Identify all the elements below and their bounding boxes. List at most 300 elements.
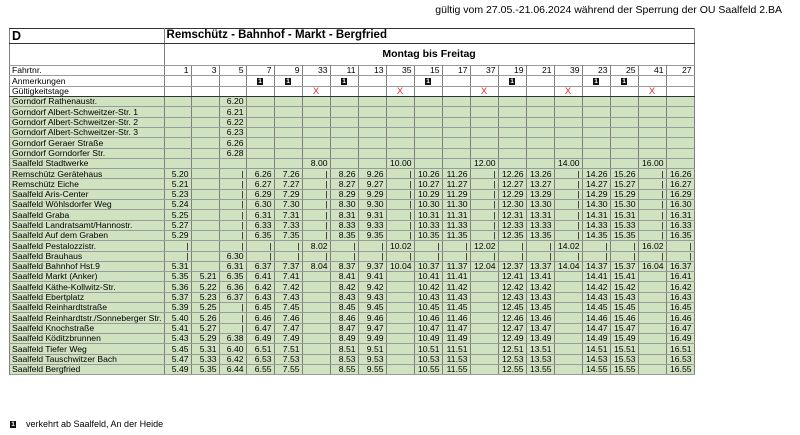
departure-time bbox=[191, 200, 219, 210]
departure-time bbox=[526, 148, 554, 158]
valid-day-cell bbox=[414, 86, 442, 97]
departure-time bbox=[470, 354, 498, 364]
departure-time bbox=[386, 127, 414, 137]
departure-time: 10.37 bbox=[414, 261, 442, 271]
departure-time bbox=[554, 344, 582, 354]
departure-time: 10.42 bbox=[414, 282, 442, 292]
departure-time: 16.53 bbox=[666, 354, 694, 364]
departure-time: 5.27 bbox=[164, 220, 191, 230]
departure-time bbox=[274, 127, 302, 137]
valid-day-cell bbox=[442, 86, 470, 97]
departure-time: 15.31 bbox=[610, 210, 638, 220]
stop-row bbox=[10, 241, 695, 251]
row-label: Remschütz Eiche bbox=[10, 179, 165, 189]
departure-time bbox=[191, 251, 219, 261]
valid-day-cell bbox=[666, 86, 694, 97]
departure-time bbox=[164, 117, 191, 127]
departure-time: | bbox=[638, 189, 666, 199]
departure-time bbox=[164, 97, 191, 107]
departure-time: | bbox=[526, 241, 554, 251]
departure-time: | bbox=[302, 189, 330, 199]
departure-time: | bbox=[470, 189, 498, 199]
valid-day-cell bbox=[638, 86, 666, 97]
departure-time: | bbox=[442, 251, 470, 261]
departure-time: | bbox=[582, 241, 610, 251]
departure-time: 16.46 bbox=[666, 313, 694, 323]
departure-time bbox=[246, 117, 274, 127]
departure-time: 15.30 bbox=[610, 200, 638, 210]
departure-time: 14.29 bbox=[582, 189, 610, 199]
departure-time bbox=[302, 323, 330, 333]
departure-time bbox=[554, 107, 582, 117]
row-label: Saalfeld Graba bbox=[10, 210, 165, 220]
departure-time bbox=[386, 148, 414, 158]
departure-time: | bbox=[554, 220, 582, 230]
departure-time bbox=[191, 169, 219, 179]
remark-marker: 1 bbox=[510, 78, 514, 86]
departure-time bbox=[358, 138, 386, 148]
day-row-spacer bbox=[10, 44, 165, 66]
departure-time bbox=[386, 303, 414, 313]
departure-time: 8.02 bbox=[302, 241, 330, 251]
departure-time: 16.33 bbox=[666, 220, 694, 230]
departure-time bbox=[554, 364, 582, 374]
departure-time: | bbox=[498, 241, 526, 251]
remark-marker: 1 bbox=[258, 78, 262, 86]
row-label: Saalfeld Wöhlsdorfer Weg bbox=[10, 200, 165, 210]
departure-time bbox=[330, 127, 358, 137]
departure-time bbox=[386, 354, 414, 364]
departure-time bbox=[386, 313, 414, 323]
departure-time: 7.27 bbox=[274, 179, 302, 189]
departure-time: 16.26 bbox=[666, 169, 694, 179]
departure-time: | bbox=[386, 210, 414, 220]
departure-time: 7.55 bbox=[274, 364, 302, 374]
departure-time: 12.02 bbox=[470, 241, 498, 251]
stop-row bbox=[10, 251, 695, 261]
remark-cell bbox=[330, 76, 358, 86]
departure-time bbox=[554, 323, 582, 333]
departure-time: 6.28 bbox=[219, 148, 246, 158]
remark-cell bbox=[582, 76, 610, 86]
departure-time bbox=[638, 323, 666, 333]
departure-time: 9.37 bbox=[358, 261, 386, 271]
departure-time: 5.29 bbox=[191, 333, 219, 343]
trip-number: 21 bbox=[526, 66, 554, 76]
departure-time: | bbox=[554, 179, 582, 189]
departure-time: 16.49 bbox=[666, 333, 694, 343]
departure-time: | bbox=[554, 200, 582, 210]
remark-cell bbox=[219, 76, 246, 86]
departure-time: | bbox=[554, 251, 582, 261]
departure-time: 14.00 bbox=[554, 158, 582, 168]
departure-time: 5.26 bbox=[191, 313, 219, 323]
valid-days-row bbox=[10, 86, 695, 97]
departure-time bbox=[302, 292, 330, 302]
trip-number: 11 bbox=[330, 66, 358, 76]
departure-time: 13.37 bbox=[526, 261, 554, 271]
departure-time: 13.31 bbox=[526, 210, 554, 220]
departure-time: 13.55 bbox=[526, 364, 554, 374]
departure-time: | bbox=[358, 241, 386, 251]
departure-time: | bbox=[302, 251, 330, 261]
departure-time: 14.43 bbox=[582, 292, 610, 302]
departure-time bbox=[610, 117, 638, 127]
departure-time: 6.42 bbox=[219, 354, 246, 364]
departure-time: | bbox=[470, 200, 498, 210]
trip-number: 7 bbox=[246, 66, 274, 76]
departure-time bbox=[414, 148, 442, 158]
departure-time bbox=[638, 292, 666, 302]
row-label: Gorndorf Rathenaustr. bbox=[10, 97, 165, 107]
departure-time: | bbox=[470, 230, 498, 240]
departure-time: 15.45 bbox=[610, 303, 638, 313]
departure-time bbox=[638, 97, 666, 107]
footnote bbox=[10, 419, 163, 429]
departure-time: 11.49 bbox=[442, 333, 470, 343]
departure-time: 9.33 bbox=[358, 220, 386, 230]
departure-time: 8.31 bbox=[330, 210, 358, 220]
departure-time: 13.45 bbox=[526, 303, 554, 313]
departure-time: | bbox=[246, 241, 274, 251]
departure-time: | bbox=[470, 179, 498, 189]
departure-time: 6.47 bbox=[246, 323, 274, 333]
departure-time bbox=[610, 127, 638, 137]
title-row bbox=[10, 29, 695, 44]
departure-time: 6.35 bbox=[219, 272, 246, 282]
departure-time: 13.29 bbox=[526, 189, 554, 199]
departure-time: 12.53 bbox=[498, 354, 526, 364]
departure-time: 10.02 bbox=[386, 241, 414, 251]
departure-time: 5.21 bbox=[164, 179, 191, 189]
departure-time bbox=[526, 138, 554, 148]
departure-time: 6.55 bbox=[246, 364, 274, 374]
departure-time: | bbox=[302, 200, 330, 210]
departure-time: 11.35 bbox=[442, 230, 470, 240]
departure-time bbox=[554, 148, 582, 158]
trip-number: 25 bbox=[610, 66, 638, 76]
departure-time bbox=[386, 292, 414, 302]
remark-cell bbox=[191, 76, 219, 86]
stop-row bbox=[10, 230, 695, 240]
departure-time bbox=[219, 158, 246, 168]
departure-time: | bbox=[164, 251, 191, 261]
departure-time bbox=[414, 158, 442, 168]
departure-time: 12.51 bbox=[498, 344, 526, 354]
departure-time bbox=[302, 282, 330, 292]
departure-time: 16.37 bbox=[666, 261, 694, 271]
departure-time: 9.41 bbox=[358, 272, 386, 282]
stop-row bbox=[10, 261, 695, 271]
departure-time: 5.22 bbox=[191, 282, 219, 292]
departure-time: 13.47 bbox=[526, 323, 554, 333]
remark-cell bbox=[414, 76, 442, 86]
departure-time: 10.46 bbox=[414, 313, 442, 323]
departure-time: 5.25 bbox=[164, 210, 191, 220]
departure-time bbox=[274, 138, 302, 148]
departure-time bbox=[470, 107, 498, 117]
departure-time: | bbox=[582, 251, 610, 261]
departure-time: 5.36 bbox=[164, 282, 191, 292]
departure-time bbox=[498, 107, 526, 117]
departure-time: | bbox=[386, 251, 414, 261]
departure-time bbox=[302, 313, 330, 323]
departure-time bbox=[470, 138, 498, 148]
departure-time: 8.55 bbox=[330, 364, 358, 374]
departure-time bbox=[442, 138, 470, 148]
departure-time: | bbox=[386, 189, 414, 199]
departure-time bbox=[610, 158, 638, 168]
departure-time: 13.51 bbox=[526, 344, 554, 354]
departure-time bbox=[498, 158, 526, 168]
departure-time: 10.53 bbox=[414, 354, 442, 364]
departure-time: 10.27 bbox=[414, 179, 442, 189]
departure-time bbox=[470, 333, 498, 343]
departure-time bbox=[638, 313, 666, 323]
departure-time bbox=[386, 107, 414, 117]
departure-time: 15.53 bbox=[610, 354, 638, 364]
remark-cell bbox=[526, 76, 554, 86]
remark-cell bbox=[246, 76, 274, 86]
departure-time: 8.47 bbox=[330, 323, 358, 333]
stop-row bbox=[10, 210, 695, 220]
stop-row bbox=[10, 272, 695, 282]
departure-time bbox=[442, 148, 470, 158]
departure-time bbox=[191, 179, 219, 189]
valid-day-cell bbox=[582, 86, 610, 97]
valid-day-cell bbox=[610, 86, 638, 97]
departure-time: 13.49 bbox=[526, 333, 554, 343]
trip-number: 15 bbox=[414, 66, 442, 76]
departure-time bbox=[554, 127, 582, 137]
departure-time: 9.29 bbox=[358, 189, 386, 199]
stop-row bbox=[10, 344, 695, 354]
departure-time bbox=[246, 138, 274, 148]
departure-time bbox=[470, 292, 498, 302]
departure-time bbox=[498, 127, 526, 137]
stop-row bbox=[10, 292, 695, 302]
departure-time: 14.53 bbox=[582, 354, 610, 364]
departure-time: | bbox=[302, 210, 330, 220]
departure-time: 12.27 bbox=[498, 179, 526, 189]
departure-time: | bbox=[219, 241, 246, 251]
departure-time bbox=[666, 107, 694, 117]
departure-time bbox=[498, 117, 526, 127]
departure-time: | bbox=[442, 241, 470, 251]
validity-note: gültig vom 27.05.-21.06.2024 während der Sperrung der OU Saalfeld 2.BA bbox=[435, 4, 782, 16]
departure-time: 12.43 bbox=[498, 292, 526, 302]
remark-cell bbox=[498, 76, 526, 86]
departure-time: 11.47 bbox=[442, 323, 470, 333]
departure-time: 6.43 bbox=[246, 292, 274, 302]
departure-time: | bbox=[386, 179, 414, 189]
stop-row bbox=[10, 107, 695, 117]
departure-time bbox=[330, 158, 358, 168]
departure-time bbox=[442, 158, 470, 168]
departure-time: 16.51 bbox=[666, 344, 694, 354]
departure-time: | bbox=[610, 241, 638, 251]
departure-time: 8.43 bbox=[330, 292, 358, 302]
departure-time: 14.49 bbox=[582, 333, 610, 343]
trip-number-row bbox=[10, 66, 695, 76]
departure-time: 6.30 bbox=[219, 251, 246, 261]
departure-time: 5.29 bbox=[164, 230, 191, 240]
departure-time: 13.42 bbox=[526, 282, 554, 292]
departure-time bbox=[470, 282, 498, 292]
departure-time: | bbox=[638, 251, 666, 261]
remarks-row bbox=[10, 76, 695, 86]
departure-time bbox=[554, 292, 582, 302]
departure-time: 11.27 bbox=[442, 179, 470, 189]
departure-time: 6.31 bbox=[219, 261, 246, 271]
row-label: Saalfeld Ebertplatz bbox=[10, 292, 165, 302]
departure-time: 10.29 bbox=[414, 189, 442, 199]
departure-time: | bbox=[554, 210, 582, 220]
valid-day-cell bbox=[330, 86, 358, 97]
departure-time bbox=[638, 282, 666, 292]
departure-time bbox=[358, 127, 386, 137]
departure-time: 14.35 bbox=[582, 230, 610, 240]
departure-time bbox=[526, 117, 554, 127]
departure-time: 7.49 bbox=[274, 333, 302, 343]
departure-time: | bbox=[666, 251, 694, 261]
stop-row bbox=[10, 323, 695, 333]
row-label: Gorndorf Gorndorfer Str. bbox=[10, 148, 165, 158]
departure-time: 10.26 bbox=[414, 169, 442, 179]
row-label: Saalfeld Käthe-Kollwitz-Str. bbox=[10, 282, 165, 292]
departure-time: | bbox=[498, 251, 526, 261]
departure-time: 11.41 bbox=[442, 272, 470, 282]
departure-time: | bbox=[219, 179, 246, 189]
departure-time bbox=[191, 189, 219, 199]
remark-marker: 1 bbox=[594, 78, 598, 86]
departure-time: 12.47 bbox=[498, 323, 526, 333]
departure-time: 14.42 bbox=[582, 282, 610, 292]
departure-time: 5.40 bbox=[164, 313, 191, 323]
departure-time bbox=[191, 127, 219, 137]
departure-time: 10.35 bbox=[414, 230, 442, 240]
stop-row bbox=[10, 158, 695, 168]
departure-time: 11.53 bbox=[442, 354, 470, 364]
departure-time: 9.35 bbox=[358, 230, 386, 240]
departure-time bbox=[470, 303, 498, 313]
row-label: Saalfeld Köditzbrunnen bbox=[10, 333, 165, 343]
footnote-marker: 1 bbox=[11, 420, 15, 428]
departure-time: 16.45 bbox=[666, 303, 694, 313]
valid-day-cell bbox=[386, 86, 414, 97]
departure-time bbox=[554, 333, 582, 343]
departure-time: 10.45 bbox=[414, 303, 442, 313]
departure-time: 12.49 bbox=[498, 333, 526, 343]
departure-time: | bbox=[554, 169, 582, 179]
departure-time: 8.04 bbox=[302, 261, 330, 271]
departure-time bbox=[610, 97, 638, 107]
departure-time bbox=[302, 354, 330, 364]
departure-time bbox=[386, 282, 414, 292]
departure-time: 9.53 bbox=[358, 354, 386, 364]
departure-time: 16.04 bbox=[638, 261, 666, 271]
departure-time bbox=[386, 138, 414, 148]
trip-number: 41 bbox=[638, 66, 666, 76]
departure-time bbox=[302, 303, 330, 313]
departure-time bbox=[638, 107, 666, 117]
departure-time: 5.37 bbox=[164, 292, 191, 302]
departure-time: | bbox=[666, 241, 694, 251]
footnote-text: verkehrt ab Saalfeld, An der Heide bbox=[26, 419, 164, 429]
row-label: Saalfeld Auf dem Graben bbox=[10, 230, 165, 240]
departure-time bbox=[414, 138, 442, 148]
departure-time: 6.26 bbox=[246, 169, 274, 179]
departure-time: 5.21 bbox=[191, 272, 219, 282]
departure-time: 14.31 bbox=[582, 210, 610, 220]
departure-time: 12.31 bbox=[498, 210, 526, 220]
departure-time: 6.33 bbox=[246, 220, 274, 230]
departure-time: | bbox=[470, 169, 498, 179]
departure-time: 15.35 bbox=[610, 230, 638, 240]
departure-time bbox=[164, 148, 191, 158]
departure-time: 11.31 bbox=[442, 210, 470, 220]
departure-time: | bbox=[470, 210, 498, 220]
departure-time bbox=[554, 272, 582, 282]
row-label: Gorndorf Albert-Schweitzer-Str. 3 bbox=[10, 127, 165, 137]
remark-cell bbox=[274, 76, 302, 86]
departure-time: 14.33 bbox=[582, 220, 610, 230]
departure-time: 9.31 bbox=[358, 210, 386, 220]
departure-time bbox=[246, 158, 274, 168]
departure-time: | bbox=[164, 241, 191, 251]
departure-time: 15.46 bbox=[610, 313, 638, 323]
departure-time bbox=[302, 117, 330, 127]
departure-time bbox=[414, 97, 442, 107]
departure-time: 7.43 bbox=[274, 292, 302, 302]
departure-time: 13.30 bbox=[526, 200, 554, 210]
departure-time: 8.26 bbox=[330, 169, 358, 179]
departure-time bbox=[246, 107, 274, 117]
row-label: Saalfeld Brauhaus bbox=[10, 251, 165, 261]
departure-time bbox=[191, 138, 219, 148]
departure-time bbox=[526, 127, 554, 137]
departure-time bbox=[302, 138, 330, 148]
departure-time bbox=[274, 158, 302, 168]
departure-time bbox=[274, 107, 302, 117]
departure-time: 11.55 bbox=[442, 364, 470, 374]
departure-time bbox=[666, 158, 694, 168]
departure-time bbox=[638, 127, 666, 137]
departure-time bbox=[274, 148, 302, 158]
valid-day-cell bbox=[302, 86, 330, 97]
departure-time: 9.30 bbox=[358, 200, 386, 210]
departure-time: 15.37 bbox=[610, 261, 638, 271]
row-label: Saalfeld Tiefer Weg bbox=[10, 344, 165, 354]
departure-time: 6.45 bbox=[246, 303, 274, 313]
departure-time: 8.46 bbox=[330, 313, 358, 323]
trip-number: 13 bbox=[358, 66, 386, 76]
departure-time bbox=[191, 261, 219, 271]
remark-cell bbox=[666, 76, 694, 86]
departure-time: 5.35 bbox=[191, 364, 219, 374]
departure-time: | bbox=[219, 303, 246, 313]
departure-time bbox=[358, 97, 386, 107]
departure-time: 8.42 bbox=[330, 282, 358, 292]
stop-row bbox=[10, 333, 695, 343]
departure-time bbox=[638, 303, 666, 313]
departure-time bbox=[582, 138, 610, 148]
valid-day-cell bbox=[554, 86, 582, 97]
departure-time bbox=[164, 107, 191, 117]
departure-time: 10.43 bbox=[414, 292, 442, 302]
departure-time: | bbox=[330, 241, 358, 251]
departure-time bbox=[638, 364, 666, 374]
